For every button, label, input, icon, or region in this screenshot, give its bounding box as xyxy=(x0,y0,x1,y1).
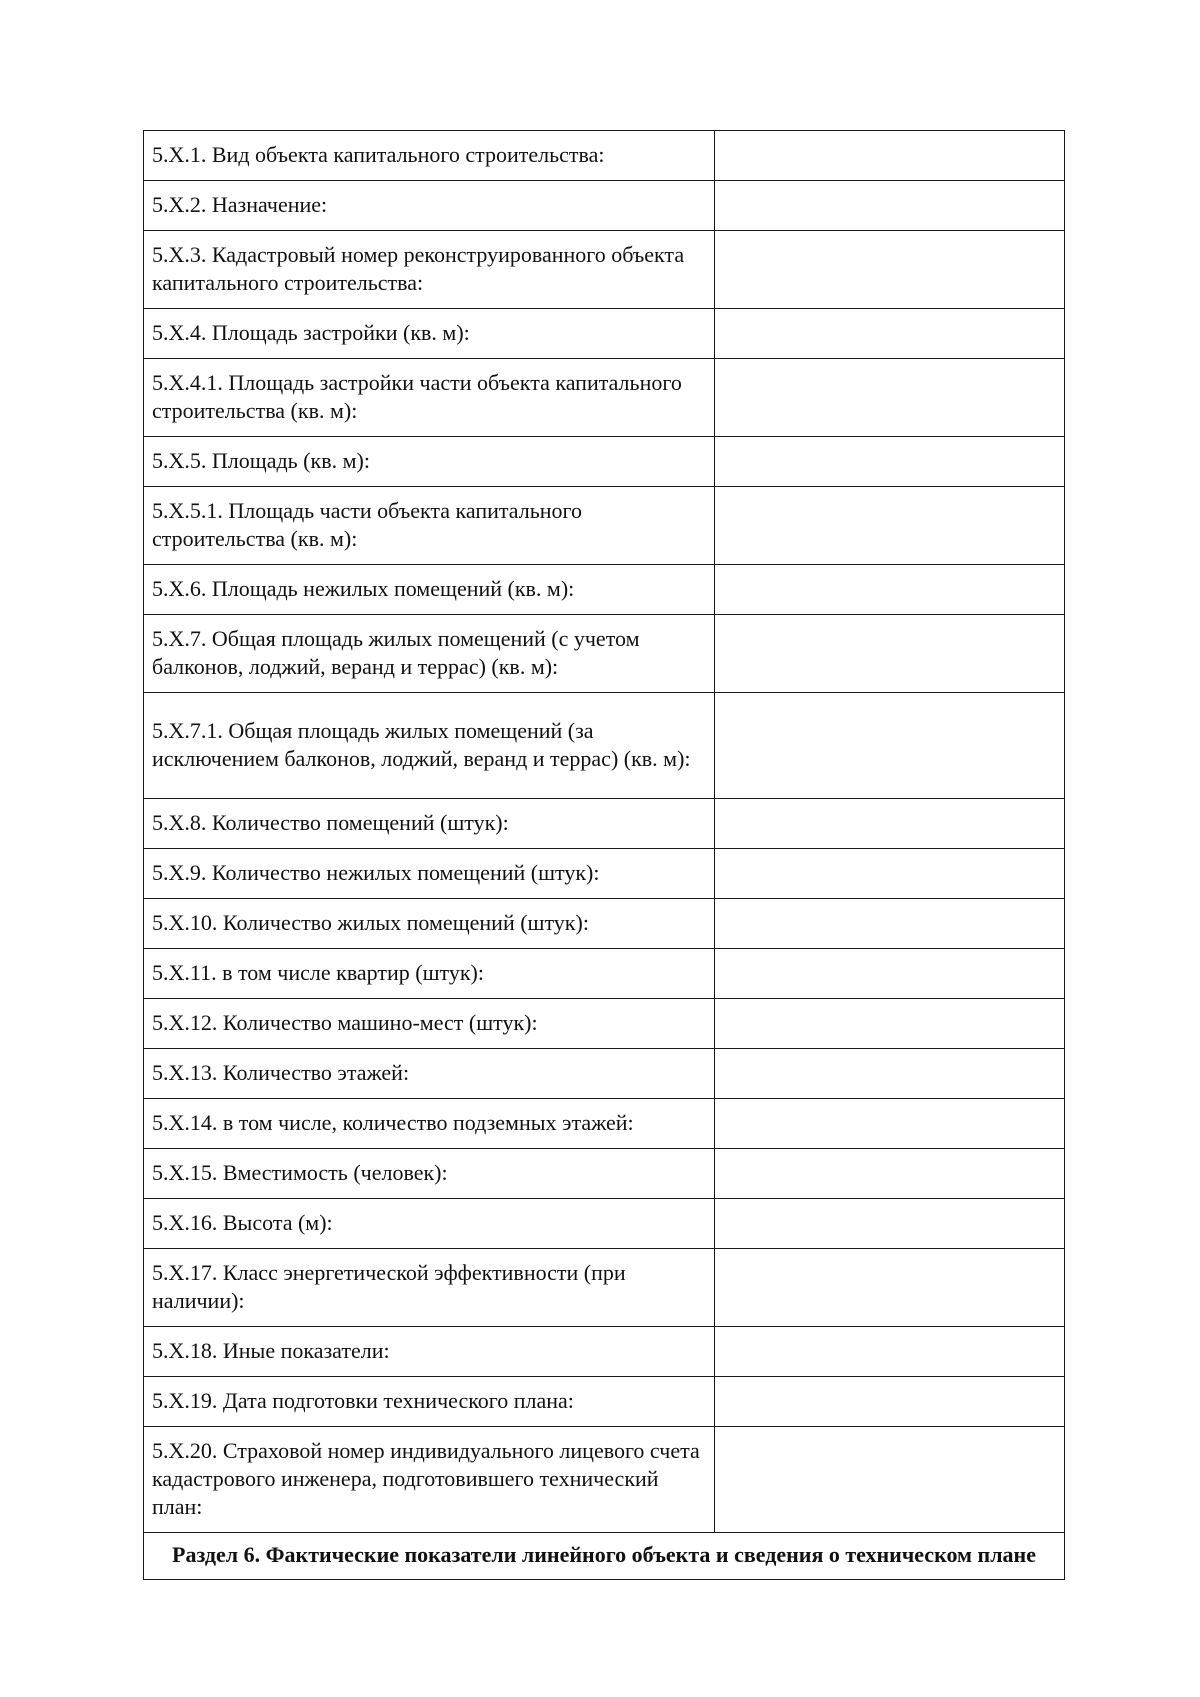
row-value-field[interactable] xyxy=(715,565,1065,615)
row-value-field[interactable] xyxy=(715,1099,1065,1149)
row-label: 5.X.9. Количество нежилых помещений (штук): xyxy=(144,849,715,899)
section-heading-row xyxy=(144,1533,1065,1580)
table-row xyxy=(144,359,1065,437)
row-label: 5.X.5.1. Площадь части объекта капитального строительства (кв. м): xyxy=(144,487,715,565)
row-value-field[interactable] xyxy=(715,359,1065,437)
row-value-field[interactable] xyxy=(715,899,1065,949)
table-row xyxy=(144,1249,1065,1327)
row-label: 5.X.1. Вид объекта капитального строительства: xyxy=(144,131,715,181)
row-label: 5.X.11. в том числе квартир (штук): xyxy=(144,949,715,999)
row-value-field[interactable] xyxy=(715,849,1065,899)
row-value-field[interactable] xyxy=(715,693,1065,799)
table-row xyxy=(144,693,1065,799)
table-row xyxy=(144,1049,1065,1099)
row-value-field[interactable] xyxy=(715,1427,1065,1533)
row-value-field[interactable] xyxy=(715,1199,1065,1249)
row-label: 5.X.4.1. Площадь застройки части объекта капитального строительства (кв. м): xyxy=(144,359,715,437)
row-label: 5.X.12. Количество машино-мест (штук): xyxy=(144,999,715,1049)
row-value-field[interactable] xyxy=(715,1149,1065,1199)
table-row xyxy=(144,309,1065,359)
row-value-field[interactable] xyxy=(715,181,1065,231)
row-label: 5.X.2. Назначение: xyxy=(144,181,715,231)
row-value-field[interactable] xyxy=(715,1249,1065,1327)
row-value-field[interactable] xyxy=(715,487,1065,565)
row-value-field[interactable] xyxy=(715,1049,1065,1099)
row-value-field[interactable] xyxy=(715,615,1065,693)
table-row xyxy=(144,565,1065,615)
table-row xyxy=(144,181,1065,231)
table-row xyxy=(144,899,1065,949)
row-label: 5.X.4. Площадь застройки (кв. м): xyxy=(144,309,715,359)
table-row xyxy=(144,1199,1065,1249)
row-label: 5.X.15. Вместимость (человек): xyxy=(144,1149,715,1199)
row-value-field[interactable] xyxy=(715,131,1065,181)
table-row xyxy=(144,615,1065,693)
section-6-heading: Раздел 6. Фактические показатели линейного объекта и сведения о техническом плане xyxy=(144,1533,1065,1580)
table-row xyxy=(144,1327,1065,1377)
row-value-field[interactable] xyxy=(715,437,1065,487)
table-row xyxy=(144,999,1065,1049)
row-label: 5.X.17. Класс энергетической эффективности (при наличии): xyxy=(144,1249,715,1327)
row-value-field[interactable] xyxy=(715,799,1065,849)
row-label: 5.X.7. Общая площадь жилых помещений (с учетом балконов, лоджий, веранд и террас) (кв. м): xyxy=(144,615,715,693)
table-row xyxy=(144,487,1065,565)
table-row xyxy=(144,231,1065,309)
table-row xyxy=(144,849,1065,899)
row-value-field[interactable] xyxy=(715,999,1065,1049)
row-value-field[interactable] xyxy=(715,231,1065,309)
table-row xyxy=(144,949,1065,999)
row-label: 5.X.18. Иные показатели: xyxy=(144,1327,715,1377)
row-label: 5.X.16. Высота (м): xyxy=(144,1199,715,1249)
row-value-field[interactable] xyxy=(715,949,1065,999)
table-row xyxy=(144,799,1065,849)
row-label: 5.X.3. Кадастровый номер реконструированного объекта капитального строительства: xyxy=(144,231,715,309)
table-row xyxy=(144,1377,1065,1427)
table-row xyxy=(144,437,1065,487)
row-label: 5.X.20. Страховой номер индивидуального лицевого счета кадастрового инженера, подготовившего технический план: xyxy=(144,1427,715,1533)
row-label: 5.X.6. Площадь нежилых помещений (кв. м): xyxy=(144,565,715,615)
object-parameters-table xyxy=(143,130,1065,1580)
row-value-field[interactable] xyxy=(715,309,1065,359)
row-label: 5.X.8. Количество помещений (штук): xyxy=(144,799,715,849)
table-row xyxy=(144,131,1065,181)
row-label: 5.X.14. в том числе, количество подземных этажей: xyxy=(144,1099,715,1149)
table-row xyxy=(144,1149,1065,1199)
row-label: 5.X.10. Количество жилых помещений (штук): xyxy=(144,899,715,949)
table-row xyxy=(144,1099,1065,1149)
table-row xyxy=(144,1427,1065,1533)
row-value-field[interactable] xyxy=(715,1377,1065,1427)
row-label: 5.X.13. Количество этажей: xyxy=(144,1049,715,1099)
row-label: 5.X.19. Дата подготовки технического плана: xyxy=(144,1377,715,1427)
row-value-field[interactable] xyxy=(715,1327,1065,1377)
row-label: 5.X.7.1. Общая площадь жилых помещений (за исключением балконов, лоджий, веранд и террас) (кв. м): xyxy=(144,693,715,799)
row-label: 5.X.5. Площадь (кв. м): xyxy=(144,437,715,487)
